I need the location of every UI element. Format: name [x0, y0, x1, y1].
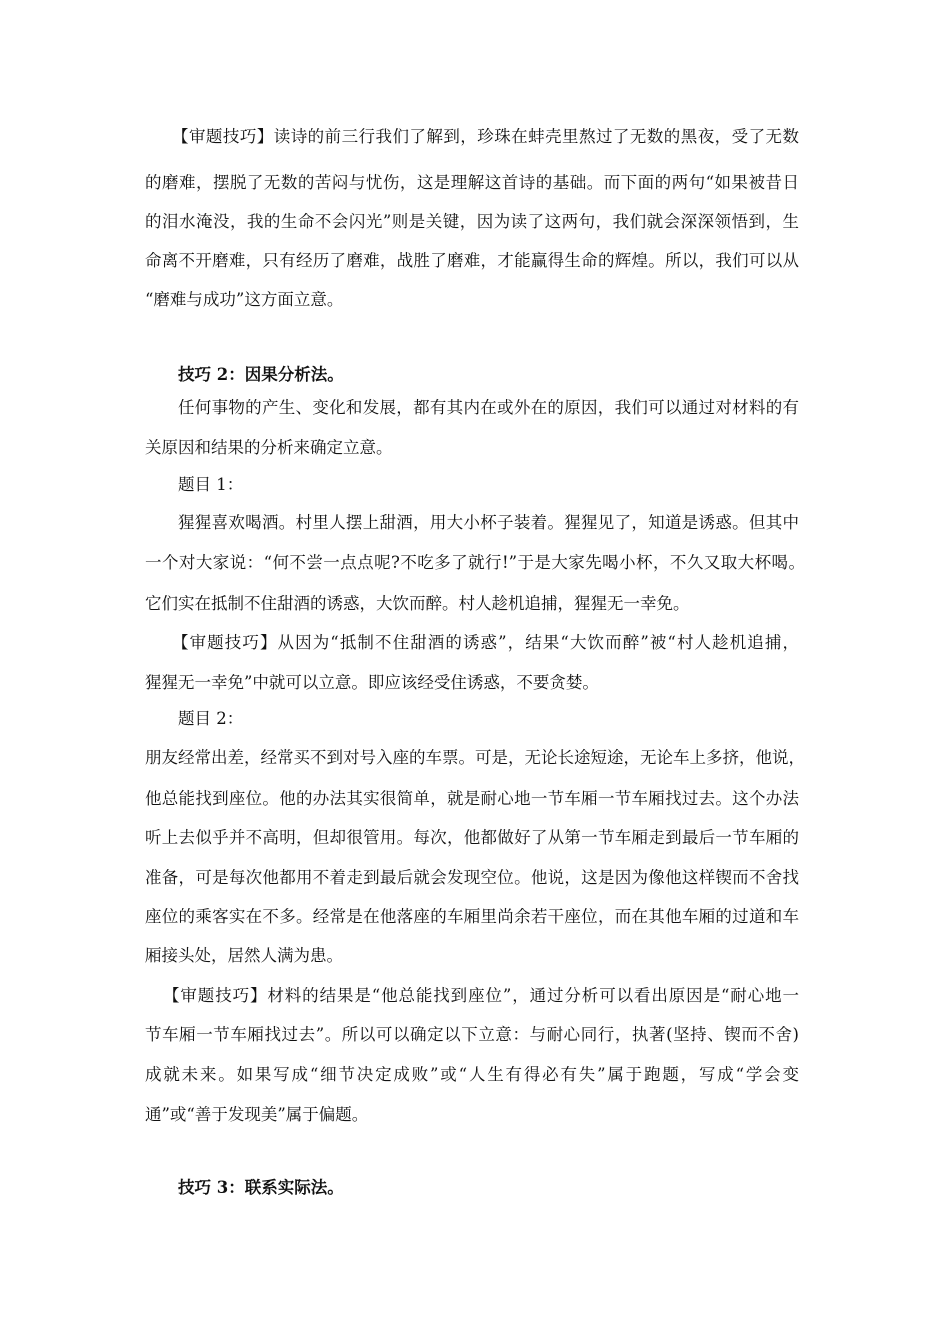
topic2-tip-line-3: 成就未来。如果写成“细节决定成败”或“人生有得必有失”属于跑题，写成“学会变 [145, 1065, 799, 1084]
topic2-tip-line-2: 节车厢一节车厢找过去”。所以可以确定以下立意：与耐心同行，执著(坚持、锲而不舍) [145, 1025, 799, 1044]
topic2-line-5: 座位的乘客实在不多。经常是在他落座的车厢里尚余若干座位，而在其他车厢的过道和车 [145, 907, 799, 926]
section-heading-3: 技巧 3：联系实际法。 [178, 1178, 344, 1197]
topic2-tip-line-1: 【审题技巧】材料的结果是“他总能找到座位”，通过分析可以看出原因是“耐心地一 [163, 986, 799, 1005]
intro2-line-1: 任何事物的产生、变化和发展，都有其内在或外在的原因，我们可以通过对材料的有 [178, 398, 799, 417]
topic2-line-6: 厢接头处，居然人满为患。 [145, 946, 343, 965]
section-heading-2: 技巧 2：因果分析法。 [178, 365, 344, 384]
topic1-label: 题目 1： [178, 475, 244, 494]
topic1-tip-line-1: 【审题技巧】从因为“抵制不住甜酒的诱惑”，结果“大饮而醉”被“村人趁机追捕， [172, 633, 799, 652]
topic2-line-4: 准备，可是每次他都用不着走到最后就会发现空位。他说，这是因为像他这样锲而不舍找 [145, 868, 799, 887]
para1-line-2: 的磨难，摆脱了无数的苦闷与忧伤，这是理解这首诗的基础。而下面的两句“如果被昔日 [145, 173, 799, 192]
topic1-line-1: 猩猩喜欢喝酒。村里人摆上甜酒，用大小杯子装着。猩猩见了，知道是诱惑。但其中 [178, 513, 799, 532]
para1-line-1: 【审题技巧】读诗的前三行我们了解到，珍珠在蚌壳里熬过了无数的黑夜，受了无数 [172, 127, 799, 146]
topic2-tip-line-4: 通”或“善于发现美”属于偏题。 [145, 1105, 369, 1124]
topic1-tip-line-2: 猩猩无一幸免”中就可以立意。即应该经受住诱惑，不要贪婪。 [145, 673, 599, 692]
intro2-line-2: 关原因和结果的分析来确定立意。 [145, 438, 393, 457]
para1-line-4: 命离不开磨难，只有经历了磨难，战胜了磨难，才能赢得生命的辉煌。所以，我们可以从 [145, 251, 799, 270]
para1-line-3: 的泪水淹没，我的生命不会闪光”则是关键，因为读了这两句，我们就会深深领悟到，生 [145, 212, 799, 231]
topic2-line-1: 朋友经常出差，经常买不到对号入座的车票。可是，无论长途短途，无论车上多挤，他说， [145, 748, 805, 767]
topic1-line-3: 它们实在抵制不住甜酒的诱惑，大饮而醉。村人趁机追捕，猩猩无一幸免。 [145, 594, 690, 613]
topic1-line-2: 一个对大家说：“何不尝一点点呢?不吃多了就行!”于是大家先喝小杯，不久又取大杯喝。 [145, 553, 805, 572]
topic2-line-2: 他总能找到座位。他的办法其实很简单，就是耐心地一节车厢一节车厢找过去。这个办法 [145, 789, 799, 808]
topic2-label: 题目 2： [178, 709, 244, 728]
para1-line-5: “磨难与成功”这方面立意。 [145, 290, 344, 309]
topic2-line-3: 听上去似乎并不高明，但却很管用。每次，他都做好了从第一节车厢走到最后一节车厢的 [145, 828, 799, 847]
